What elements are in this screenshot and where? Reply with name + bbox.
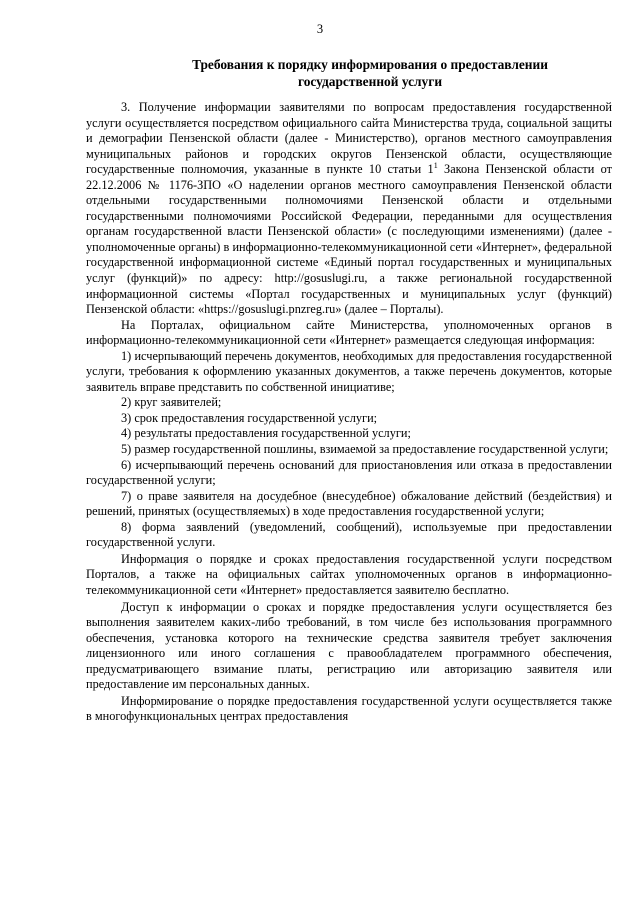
- paragraph-free-info: Информация о порядке и сроках предоставления государственной услуги посредством Порталов, а также на официальных сайтах уполномоченных органов в информационно-телекоммуникационной сети «Интернет» предоставляется заявителю бесплатно.: [86, 551, 612, 597]
- paragraph-access: Доступ к информации о сроках и порядке предоставления услуги осуществляется без выполнения заявителем каких-либо требований, в том числе без использования программного обеспечения, установка которого на технические средства заявителя требует заключения лицензионного или иного соглашения с правообладателем программного обеспечения, предусматривающего взимание платы, регистрацию или авторизацию заявителя или предоставление им персональных данных.: [86, 599, 612, 692]
- document-body: [86, 100, 612, 725]
- section-heading: [130, 56, 610, 90]
- list-item: 6) исчерпывающий перечень оснований для приостановления или отказа в предоставлении государственной услуги;: [86, 457, 612, 488]
- list-item: 3) срок предоставления государственной услуги;: [121, 410, 378, 425]
- heading-line-1: Требования к порядку информирования о предоставлении: [192, 57, 548, 72]
- list-item: 2) круг заявителей;: [121, 395, 222, 410]
- list-item: 7) о праве заявителя на досудебное (внесудебное) обжалование действий (бездействия) и решений, принятых (осуществляемых) в ходе предоставления государственной услуги;: [86, 488, 612, 519]
- paragraph-3-text-a: 3. Получение информации заявителями по вопросам предоставления государственной услуги осуществляется посредством официального сайта Министерства труда, социальной защиты и демографии Пензенской области (далее - Министерство), органов местного самоуправления муниципальных районов и городских округов Пензенской области, осуществляющие государственные полномочия, указанные в пункте 10 статьи 1: [86, 100, 612, 177]
- list-item: 5) размер государственной пошлины, взимаемой за предоставление государственной услуги;: [121, 442, 609, 457]
- list-item: 8) форма заявлений (уведомлений, сообщений), используемые при предоставлении государственной услуги.: [86, 519, 612, 550]
- paragraph-portals: На Порталах, официальном сайте Министерства, уполномоченных органов в информационно-телекоммуникационной сети «Интернет» размещается следующая информация:: [86, 317, 612, 348]
- heading-line-2: государственной услуги: [297, 74, 443, 89]
- list-item: 4) результаты предоставления государственной услуги;: [121, 426, 411, 441]
- paragraph-3-text-b: Закона Пензенской области от 22.12.2006 № 1176-ЗПО «О наделении органов местного самоуправления Пензенской области отдельными государственными полномочиями Пензенской области и отдельными государственными полномочиями Российской Федерации, переданными для осуществления органам государственной власти Пензенской области» (с последующими изменениями) (далее - уполномоченные органы) в информационно-телекоммуникационной сети «Интернет», федеральной государственной информационной системе «Единый портал государственных и муниципальных услуг (функций)» по адресу: http://gosuslugi.ru, а также региональной государственной информационной системы «Портал государственных и муниципальных услуг (функций) Пензенской области: «https://gosuslugi.pnzreg.ru» (далее – Порталы).: [86, 162, 613, 317]
- article-superscript: 1: [433, 161, 438, 171]
- list-item: 1) исчерпывающий перечень документов, необходимых для предоставления государственной услуги, требования к оформлению указанных документов, а также перечень документов, которые заявитель вправе представить по собственной инициативе;: [86, 348, 612, 394]
- paragraph-mfc: Информирование о порядке предоставления государственной услуги осуществляется также в многофункциональных центрах предоставления: [86, 693, 612, 724]
- page-number: 3: [316, 22, 324, 36]
- paragraph-3: [86, 100, 612, 318]
